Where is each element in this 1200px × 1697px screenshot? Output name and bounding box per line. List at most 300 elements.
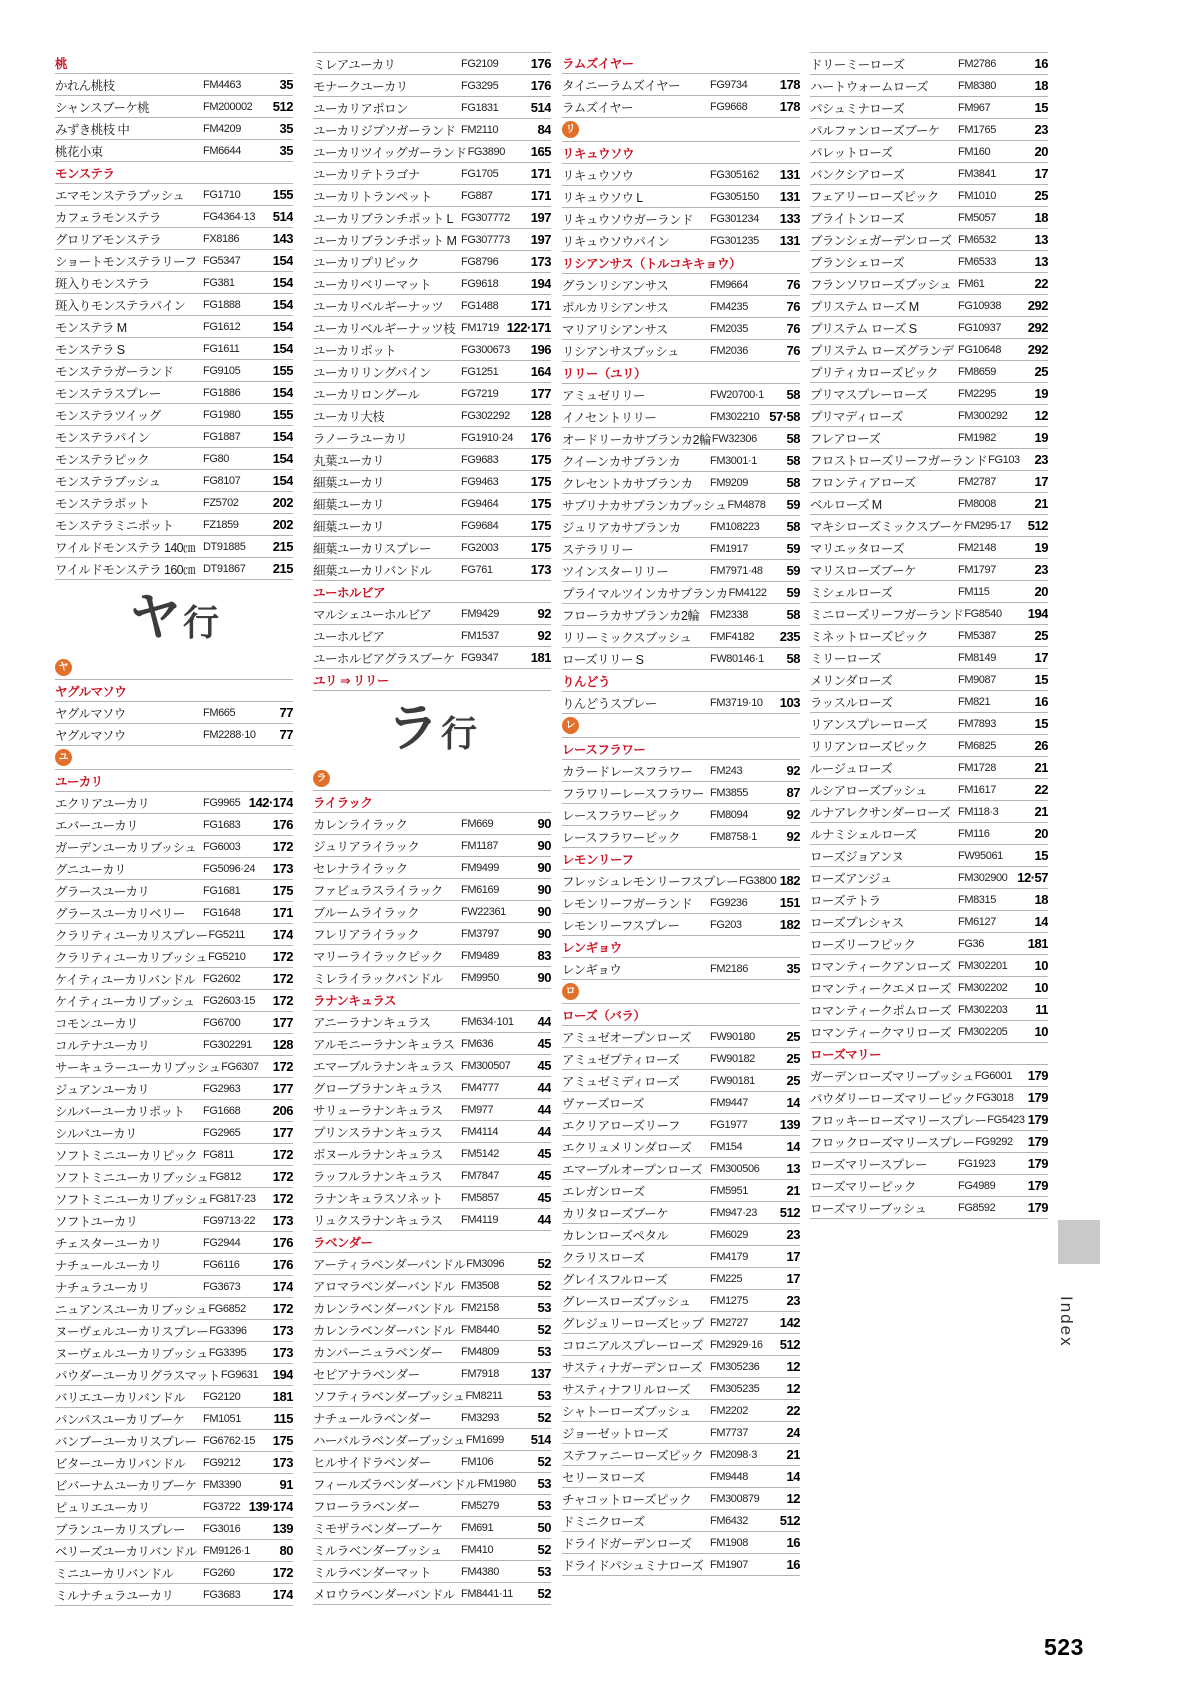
product-code: FM116: [958, 827, 990, 840]
index-entry: [810, 933, 1048, 955]
product-code: FM3293: [461, 1411, 499, 1424]
product-name: ヴァーズローズ: [562, 1096, 644, 1111]
product-code: FG1681: [203, 884, 241, 897]
page-reference: 44: [537, 1212, 551, 1227]
page-reference: 44: [537, 1080, 551, 1095]
product-code: FG9734: [710, 78, 748, 91]
index-entry: [562, 1466, 800, 1488]
page-reference: 35: [279, 77, 293, 92]
index-entry: [562, 384, 800, 406]
index-entry: [313, 1143, 551, 1165]
product-name: ボヌールラナンキュラス: [313, 1147, 443, 1162]
product-name: モンステラスプレー: [55, 386, 161, 401]
index-entry: [562, 1400, 800, 1422]
kana-group-suffix: 行: [441, 713, 478, 755]
page-reference: 59: [786, 563, 800, 578]
index-entry: [313, 251, 551, 273]
page-reference: 12: [1034, 408, 1048, 423]
product-name: ビバーナムユーカリブーケ: [55, 1478, 197, 1493]
product-code: FM4179: [710, 1250, 748, 1263]
page-reference: 182: [779, 873, 800, 888]
section-header: ライラック: [313, 791, 551, 813]
product-name: マルシェユーホルビア: [313, 607, 432, 622]
product-code: FG8796: [461, 255, 499, 268]
product-name: ユーカリロングール: [313, 387, 420, 402]
page-reference: 11: [1035, 1002, 1048, 1017]
page-reference: 176: [530, 56, 551, 71]
product-code: FG7219: [461, 387, 499, 400]
product-name: ロマンティークポムローズ: [810, 1003, 952, 1018]
product-name: モンステラブッシュ: [55, 474, 161, 489]
product-name: イノセントリリー: [562, 410, 657, 425]
page-reference: 155: [272, 407, 293, 422]
kana-badge-row: [55, 746, 293, 770]
index-entry: [313, 515, 551, 537]
index-entry: [55, 968, 293, 990]
index-entry: [313, 1011, 551, 1033]
index-entry: [55, 814, 293, 836]
product-code: FM3855: [710, 786, 748, 799]
product-code: FG1831: [461, 101, 499, 114]
page-reference: 175: [530, 474, 551, 489]
index-entry: [810, 207, 1048, 229]
product-name: モンステラ M: [55, 320, 127, 335]
page-reference: 172: [272, 993, 293, 1008]
index-entry: [313, 1561, 551, 1583]
page-reference: 171: [530, 298, 551, 313]
product-code: FM2158: [461, 1301, 499, 1314]
product-code: FG2944: [203, 1236, 241, 1249]
page-reference: 196: [530, 342, 551, 357]
page-reference: 59: [786, 497, 800, 512]
product-name: コルテナユーカリ: [55, 1038, 150, 1053]
section-header: ローズマリー: [810, 1043, 1048, 1065]
product-name: アミュゼプティローズ: [562, 1052, 680, 1067]
product-code: FG6762·15: [203, 1434, 256, 1447]
product-name: モンステラミニポット: [55, 518, 174, 533]
index-entry: [55, 1078, 293, 1100]
product-code: FG9292: [975, 1135, 1013, 1148]
index-entry: [562, 804, 800, 826]
product-name: オードリーカサブランカ2輪: [562, 432, 711, 447]
product-code: FG3673: [203, 1280, 241, 1293]
page-reference: 512: [779, 1337, 800, 1352]
index-entry: [562, 1224, 800, 1246]
index-entry: [55, 360, 293, 382]
product-code: DT91885: [203, 540, 246, 553]
product-name: カレンラベンダーバンドル: [313, 1301, 455, 1316]
product-name: セリーヌローズ: [562, 1470, 645, 1485]
product-name: モナークユーカリ: [313, 79, 408, 94]
product-name: フロッキーローズマリースプレー: [810, 1113, 987, 1128]
product-code: FM118·3: [958, 805, 999, 818]
index-entry: [55, 1496, 293, 1518]
kana-badge-row: [562, 118, 800, 142]
product-code: FM2110: [461, 123, 499, 136]
product-code: FM9950: [461, 971, 499, 984]
section-header: レモンリーフ: [562, 848, 800, 870]
kana-badge-icon: ヤ: [55, 659, 72, 676]
page-reference: 128: [530, 408, 551, 423]
product-code: FG3016: [203, 1522, 241, 1535]
page-reference: 154: [272, 429, 293, 444]
product-code: FG1705: [461, 167, 499, 180]
index-entry: [313, 75, 551, 97]
product-code: FM1719: [461, 321, 499, 334]
product-name: エレガンローズ: [562, 1184, 645, 1199]
index-entry: [810, 1153, 1048, 1175]
product-code: FM6127: [958, 915, 996, 928]
product-code: FM821: [958, 695, 991, 708]
page-reference: 17: [1034, 650, 1048, 665]
product-name: コモンユーカリ: [55, 1016, 139, 1031]
index-entry: [810, 251, 1048, 273]
product-name: クラリティユーカリスプレー: [55, 928, 208, 943]
product-code: FG1668: [203, 1104, 241, 1117]
product-name: ローズジョアンヌ: [810, 849, 904, 864]
product-name: ソフティラベンダーブッシュ: [313, 1389, 465, 1404]
index-entry: [313, 449, 551, 471]
product-name: ジョーゼットローズ: [562, 1426, 668, 1441]
index-entry: [313, 1429, 551, 1451]
product-name: 斑入りモンステラ: [55, 276, 150, 291]
product-name: フィールズラベンダーバンドル: [313, 1477, 477, 1492]
index-entry: [562, 692, 800, 714]
index-entry: [313, 625, 551, 647]
index-entry: [562, 1444, 800, 1466]
page-reference: 52: [537, 1542, 551, 1557]
index-entry: [313, 427, 551, 449]
product-name: ユーカリプリピック: [313, 255, 419, 270]
page-reference: 179: [1027, 1134, 1048, 1149]
product-code: FG761: [461, 563, 493, 576]
product-code: FG6001: [974, 1069, 1013, 1082]
product-name: フローラカサブランカ2輪: [562, 608, 700, 623]
product-name: ガーデンユーカリブッシュ: [55, 840, 197, 855]
product-code: FM1765: [958, 123, 996, 136]
index-entry: [562, 494, 800, 516]
page-reference: 173: [530, 254, 551, 269]
index-entry: [55, 316, 293, 338]
product-code: FG887: [461, 189, 493, 202]
product-code: FG1923: [958, 1157, 996, 1170]
page-reference: 58: [786, 519, 800, 534]
product-code: FM154: [710, 1140, 743, 1153]
product-code: FM634·101: [461, 1015, 514, 1028]
index-entry: [810, 273, 1048, 295]
index-entry: [562, 1092, 800, 1114]
product-code: FM8659: [958, 365, 996, 378]
page-reference: 91: [279, 1477, 293, 1492]
index-entry: [562, 96, 800, 118]
page-reference: 133: [779, 211, 800, 226]
product-code: FG1980: [203, 408, 241, 421]
page-reference: 154: [272, 319, 293, 334]
product-name: ユーカリ大枝: [313, 409, 385, 424]
page-reference: 45: [537, 1190, 551, 1205]
index-entry: [562, 1136, 800, 1158]
product-name: ソフトミニユーカリブッシュ: [55, 1192, 209, 1207]
product-code: FG36: [958, 937, 984, 950]
page-reference: 512: [779, 1513, 800, 1528]
product-name: フレリアライラック: [313, 927, 419, 942]
product-code: FG3722: [203, 1500, 241, 1513]
index-entry: [313, 471, 551, 493]
product-name: 細葉ユーカリ: [313, 497, 385, 512]
product-code: FM6533: [958, 255, 996, 268]
page-reference: 77: [279, 727, 293, 742]
product-name: モンステラツイッグ: [55, 408, 161, 423]
product-name: ユーカリブランチポット L: [313, 211, 453, 226]
page-reference: 45: [537, 1146, 551, 1161]
product-name: パシュミナローズ: [810, 101, 905, 116]
product-name: リアンスプレーローズ: [810, 717, 928, 732]
index-entry: [562, 826, 800, 848]
product-name: モンステラポット: [55, 496, 150, 511]
index-entry: [810, 691, 1048, 713]
page-reference: 20: [1034, 826, 1048, 841]
product-code: FM1908: [710, 1536, 748, 1549]
index-entry: [562, 296, 800, 318]
product-name: 細葉ユーカリスプレー: [313, 541, 432, 556]
section-header: ヤグルマソウ: [55, 680, 293, 702]
index-sidebar-label: Index: [1057, 1296, 1076, 1348]
page-reference: 179: [1027, 1068, 1048, 1083]
product-name: グレイスフルローズ: [562, 1272, 668, 1287]
index-entry: [313, 361, 551, 383]
product-code: FM5142: [461, 1147, 499, 1160]
product-code: FM410: [461, 1543, 494, 1556]
product-code: FG5347: [203, 254, 241, 267]
index-entry: [313, 1099, 551, 1121]
page-reference: 176: [530, 430, 551, 445]
page-reference: 176: [272, 1235, 293, 1250]
index-entry: [55, 1584, 293, 1606]
index-entry: [562, 1048, 800, 1070]
index-entry: [313, 185, 551, 207]
product-code: FM3797: [461, 927, 499, 940]
index-entry: [55, 1342, 293, 1364]
page-reference: 235: [779, 629, 800, 644]
index-entry: [562, 892, 800, 914]
index-entry: [810, 383, 1048, 405]
product-code: FW90181: [710, 1074, 755, 1087]
product-code: FM3001·1: [710, 454, 757, 467]
product-name: ミルナチュラユーカリ: [55, 1588, 174, 1603]
page-reference: 154: [272, 253, 293, 268]
product-name: フランソワローズブッシュ: [810, 277, 952, 292]
section-header: 桃: [55, 52, 293, 74]
product-code: FM1728: [958, 761, 996, 774]
product-name: ヤグルマソウ: [55, 728, 126, 743]
page-reference: 53: [537, 1300, 551, 1315]
product-name: ミニローズリーフガーランド: [810, 607, 964, 622]
page-reference: 179: [1027, 1178, 1048, 1193]
page-reference: 10: [1034, 1024, 1048, 1039]
page-reference: 174: [272, 927, 293, 942]
product-name: ユーカリブランチポット M: [313, 233, 457, 248]
product-code: FW90180: [710, 1030, 755, 1043]
index-entry: [55, 294, 293, 316]
index-entry: [55, 1100, 293, 1122]
index-entry: [313, 295, 551, 317]
index-entry: [562, 626, 800, 648]
section-header: レンギョウ: [562, 936, 800, 958]
product-name: ユーホルビア: [313, 629, 385, 644]
product-code: FM6644: [203, 144, 241, 157]
page-reference: 35: [786, 961, 800, 976]
page-reference: 176: [272, 817, 293, 832]
product-code: FG4364·13: [203, 210, 256, 223]
index-entry: [313, 923, 551, 945]
page-reference: 90: [537, 860, 551, 875]
product-code: FG381: [203, 276, 235, 289]
product-code: FM5951: [710, 1184, 748, 1197]
page-reference: 292: [1027, 320, 1048, 335]
product-code: FM665: [203, 706, 236, 719]
product-code: FM2035: [710, 322, 748, 335]
product-name: フロストローズリーフガーランド: [810, 453, 988, 468]
product-code: FM3719·10: [710, 696, 763, 709]
page-reference: 19: [1034, 430, 1048, 445]
page-reference: 173: [272, 1213, 293, 1228]
product-code: FG301234: [710, 212, 759, 225]
index-entry: [313, 97, 551, 119]
product-code: FM977: [461, 1103, 494, 1116]
product-name: プリマディローズ: [810, 409, 903, 424]
product-code: FG1888: [203, 298, 241, 311]
product-code: FM4463: [203, 78, 241, 91]
index-entry: [55, 724, 293, 746]
product-code: FG9965: [203, 796, 241, 809]
index-entry: [810, 823, 1048, 845]
product-code: FG1683: [203, 818, 241, 831]
section-header: ユーホルビア: [313, 581, 551, 603]
product-code: FM8315: [958, 893, 996, 906]
index-entry: [562, 274, 800, 296]
page-reference: 176: [530, 78, 551, 93]
index-entry: [810, 955, 1048, 977]
index-entry: [55, 184, 293, 206]
index-entry: [562, 1554, 800, 1576]
page-reference: 115: [273, 1411, 293, 1426]
product-code: FG9618: [461, 277, 499, 290]
page-reference: 177: [272, 1125, 293, 1140]
index-entry: [810, 119, 1048, 141]
product-code: FW95061: [958, 849, 1003, 862]
product-code: FG6116: [203, 1258, 240, 1271]
product-code: FG1648: [203, 906, 241, 919]
product-name: セレナライラック: [313, 861, 408, 876]
index-entry: [313, 493, 551, 515]
product-code: FG2965: [203, 1126, 241, 1139]
kana-group-heading: [313, 691, 551, 767]
product-code: FM2202: [710, 1404, 748, 1417]
index-entry: [55, 792, 293, 814]
index-entry: [313, 647, 551, 669]
page-reference: 174: [272, 1279, 293, 1294]
product-name: ナチュールラベンダー: [313, 1411, 431, 1426]
index-entry: [55, 1386, 293, 1408]
product-name: ナチュラユーカリ: [55, 1280, 150, 1295]
page-reference: 80: [279, 1543, 293, 1558]
product-code: FM300506: [710, 1162, 760, 1175]
product-code: FG1910·24: [461, 431, 514, 444]
page-reference: 13: [1034, 232, 1048, 247]
page-reference: 53: [537, 1476, 551, 1491]
index-entry: [562, 230, 800, 252]
page-reference: 512: [272, 99, 293, 114]
page-reference: 92: [786, 829, 800, 844]
page-reference: 173: [530, 562, 551, 577]
page-reference: 155: [272, 187, 293, 202]
product-name: カレンラベンダーバンドル: [313, 1323, 455, 1338]
product-name: ジュリアライラック: [313, 839, 420, 854]
index-entry: [810, 75, 1048, 97]
index-entry: [313, 1583, 551, 1605]
product-code: FM2787: [958, 475, 996, 488]
product-code: FG8592: [958, 1201, 996, 1214]
index-entry: [562, 406, 800, 428]
product-code: FM4777: [461, 1081, 499, 1094]
product-code: FM9209: [710, 476, 748, 489]
product-name: フレアローズ: [810, 431, 881, 446]
index-entry: [562, 1422, 800, 1444]
page-reference: 25: [1034, 188, 1048, 203]
product-name: プライマルツインカサブランカ: [562, 586, 728, 601]
product-code: FM8440: [461, 1323, 499, 1336]
index-entry: [313, 813, 551, 835]
product-name: ラッフルラナンキュラス: [313, 1169, 443, 1184]
product-code: FG8107: [203, 474, 241, 487]
index-entry: [562, 958, 800, 980]
index-entry: [562, 1290, 800, 1312]
index-entry: [562, 1510, 800, 1532]
product-name: ブランシェローズ: [810, 255, 905, 270]
product-code: FM636: [461, 1037, 494, 1050]
product-name: ルナミシェルローズ: [810, 827, 917, 842]
product-code: FG307773: [461, 233, 510, 246]
page-reference: 15: [1034, 672, 1048, 687]
product-name: パンパスユーカリブーケ: [55, 1412, 185, 1427]
product-code: FM2727: [710, 1316, 748, 1329]
page-reference: 90: [537, 816, 551, 831]
page-reference: 181: [272, 1389, 293, 1404]
product-name: ユーカリポット: [313, 343, 397, 358]
product-code: FM300507: [461, 1059, 511, 1072]
product-code: FG9713·22: [203, 1214, 256, 1227]
index-entry: [810, 911, 1048, 933]
product-name: リリアンローズピック: [810, 739, 928, 754]
index-entry: [810, 427, 1048, 449]
product-name: フロンティアローズ: [810, 475, 916, 490]
page-reference: 92: [786, 763, 800, 778]
index-entry: [313, 835, 551, 857]
product-name: ドライドパシュミナローズ: [562, 1558, 704, 1573]
product-code: FG2963: [203, 1082, 241, 1095]
index-entry: [55, 946, 293, 968]
index-entry: [562, 1378, 800, 1400]
section-header: リキュウソウ: [562, 142, 800, 164]
index-entry: [55, 1562, 293, 1584]
page-reference: 16: [786, 1557, 800, 1572]
index-entry: [55, 74, 293, 96]
product-name: ピュリエユーカリ: [55, 1500, 150, 1515]
product-code: FG80: [203, 452, 229, 465]
product-name: ステファニーローズピック: [562, 1448, 704, 1463]
page-reference: 83: [537, 948, 551, 963]
page-reference: 52: [537, 1256, 551, 1271]
